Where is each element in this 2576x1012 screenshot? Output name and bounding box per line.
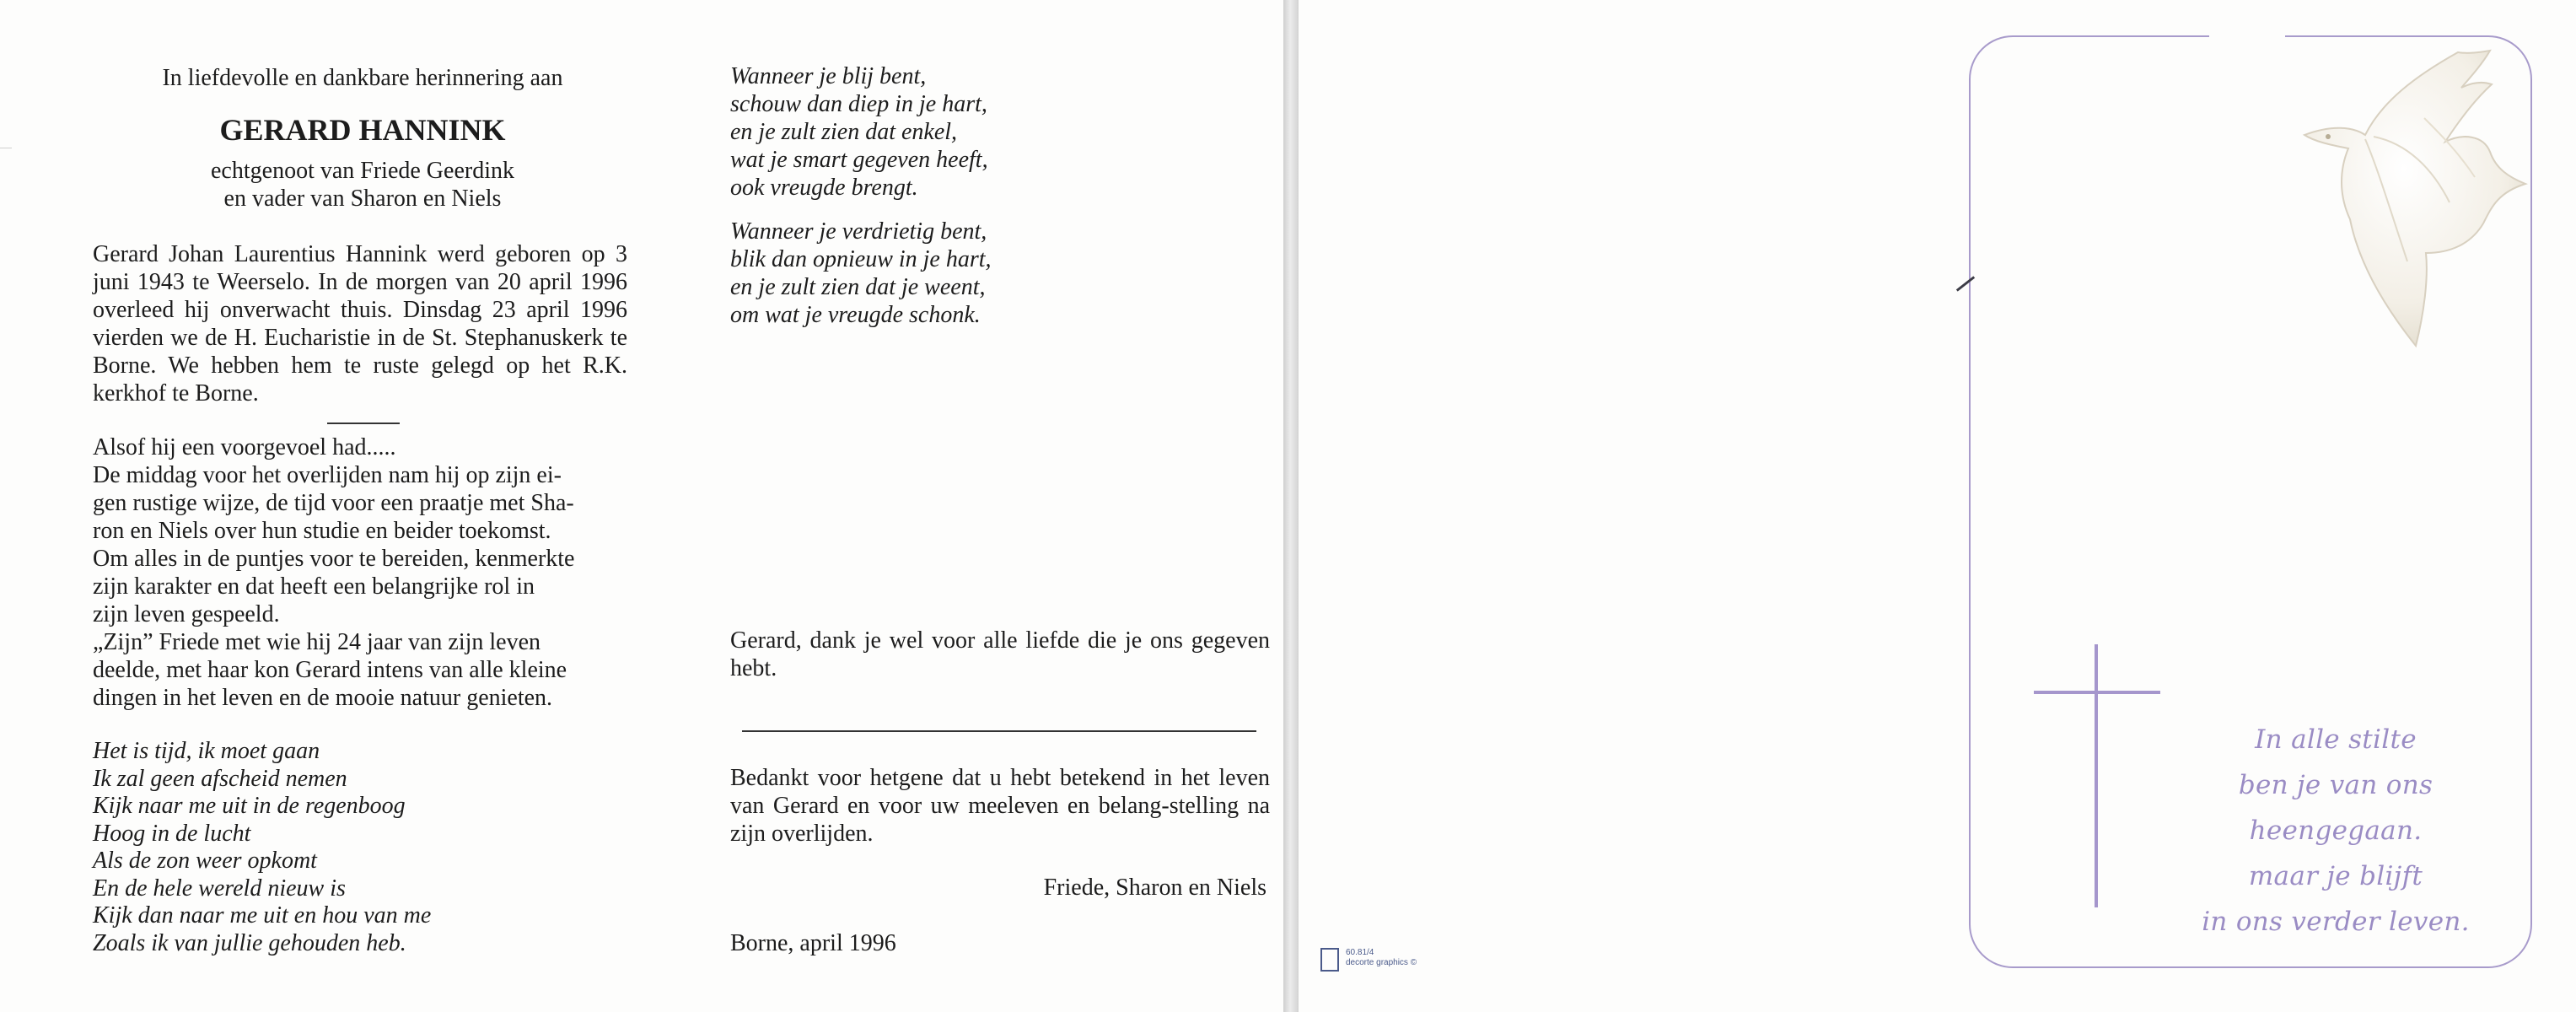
premonition-paragraph: Alsof hij een voorgevoel had..... De middag voor het overlijden nam hij op zijn ei- gen rustige wijze, de tijd voor een praatje met Sha- ron en Niels over hun studie en beider toekomst. Om alles in de puntjes voor te bereiden, kenmerkte zijn karakter en dat heeft een belangrijke rol in zijn leven gespeeld. „Zijn” Friede met wie hij 24 jaar van zijn leven deelde, met haar kon Gerard intens van alle kleine dingen in het leven en de mooie natuur genieten. [93, 434, 575, 711]
printer-logo-icon [1320, 948, 1339, 972]
printer-brand: decorte graphics © [1346, 958, 1417, 967]
printer-logo [1320, 948, 1417, 972]
poem-stanza-sorrow: Wanneer je verdrietig bent, blik dan opnieuw in je hart, en je zult zien dat je weent, om wat je vreugde schonk. [730, 218, 992, 328]
card-fold [1283, 0, 1299, 1012]
family-relations: echtgenoot van Friede Geerdink en vader van Sharon en Niels [211, 158, 514, 212]
printer-code: 60.81/4 [1346, 948, 1374, 957]
section-divider [327, 423, 400, 424]
thanks-to-gerard: Gerard, dank je wel voor alle liefde die je ons gegeven hebt. [730, 627, 1270, 681]
farewell-poem: Het is tijd, ik moet gaan Ik zal geen afscheid nemen Kijk naar me uit in de regenboog Hoog in de lucht Als de zon weer opkomt En de hele wereld nieuw is Kijk dan naar me uit en hou van me Zoals ik van jullie gehouden heb. [93, 738, 432, 956]
biography-paragraph: Gerard Johan Laurentius Hannink werd geboren op 3 juni 1943 te Weerselo. In de morgen van 20 april 1996 overleed hij onverwacht thuis. Dinsdag 23 april 1996 vierden we de H. Eucharistie in de St. Stephanuskerk te Borne. We hebben hem te ruste gelegd op het R.K. kerkhof te Borne. [93, 241, 627, 406]
poem-stanza-joy: Wanneer je blij bent, schouw dan diep in je hart, en je zult zien dat enkel, wat je smart gegeven heeft, ook vreugde brengt. [730, 63, 988, 201]
family-signature: Friede, Sharon en Niels [1043, 875, 1266, 901]
cross-icon-bar [2034, 691, 2160, 694]
dove-icon [2281, 42, 2534, 363]
card-verse: In alle stilte ben je van ons heengegaan. maar je blijft in ons verder leven. [2202, 724, 2470, 937]
cross-icon [2095, 644, 2098, 907]
place-and-date: Borne, april 1996 [730, 930, 896, 956]
separator-rule [742, 730, 1256, 732]
deceased-name: GERARD HANNINK [219, 113, 506, 147]
gratitude-paragraph: Bedankt voor hetgene dat u hebt betekend in het leven van Gerard en voor uw meeleven en belang-stelling na zijn overlijden. [730, 765, 1270, 847]
memorial-intro: In liefdevolle en dankbare herinnering aan [162, 65, 563, 91]
